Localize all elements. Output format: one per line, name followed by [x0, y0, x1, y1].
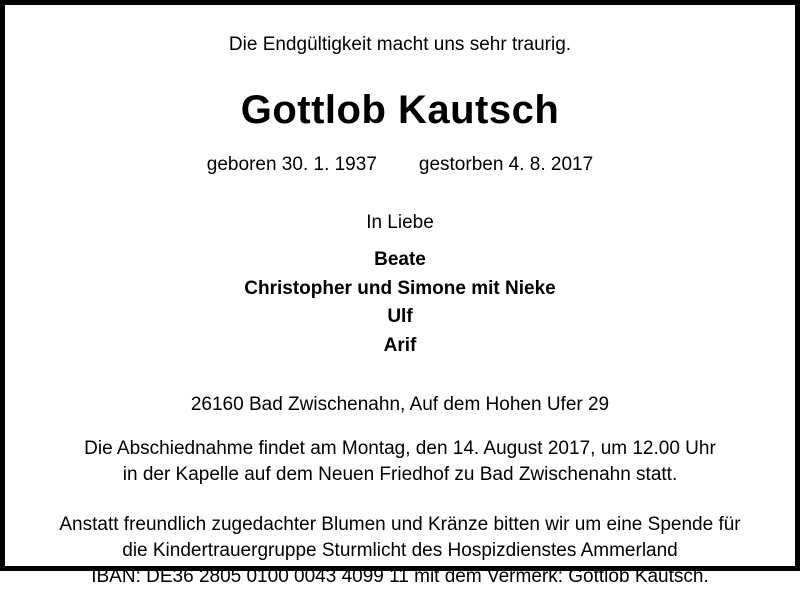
ceremony-details [45, 436, 755, 487]
death-date: gestorben 4. 8. 2017 [418, 153, 594, 175]
address-line: 26160 Bad Zwischenahn, Auf dem Hohen Ufer 29 [190, 394, 610, 416]
mourner-name: Arif [383, 335, 417, 357]
donation-request [45, 512, 755, 589]
opening-line: Die Endgültigkeit macht uns sehr traurig. [228, 34, 572, 55]
donation-line: die Kindertrauergruppe Sturmlicht des Hospizdienstes Ammerland [122, 540, 678, 562]
mourners-list [45, 246, 755, 362]
ceremony-line: in der Kapelle auf dem Neuen Friedhof zu Bad Zwischenahn statt. [122, 463, 678, 485]
mourner-name: Christopher und Simone mit Nieke [244, 277, 556, 299]
donation-line: Anstatt freundlich zugedachter Blumen und Kränze bitten wir um eine Spende für [59, 514, 741, 536]
donation-iban-line: IBAN: DE36 2805 0100 0043 4099 11 mit dem Vermerk: Gottlob Kautsch. [91, 565, 709, 587]
birth-date: geboren 30. 1. 1937 [206, 153, 377, 175]
mourner-name: Beate [374, 248, 426, 270]
mourner-name: Ulf [387, 306, 413, 328]
ceremony-line: Die Abschiednahme findet am Montag, den 14. August 2017, um 12.00 Uhr [84, 438, 716, 460]
dedication-line: In Liebe [366, 211, 434, 233]
deceased-name: Gottlob Kautsch [240, 87, 560, 132]
life-dates [45, 154, 755, 176]
